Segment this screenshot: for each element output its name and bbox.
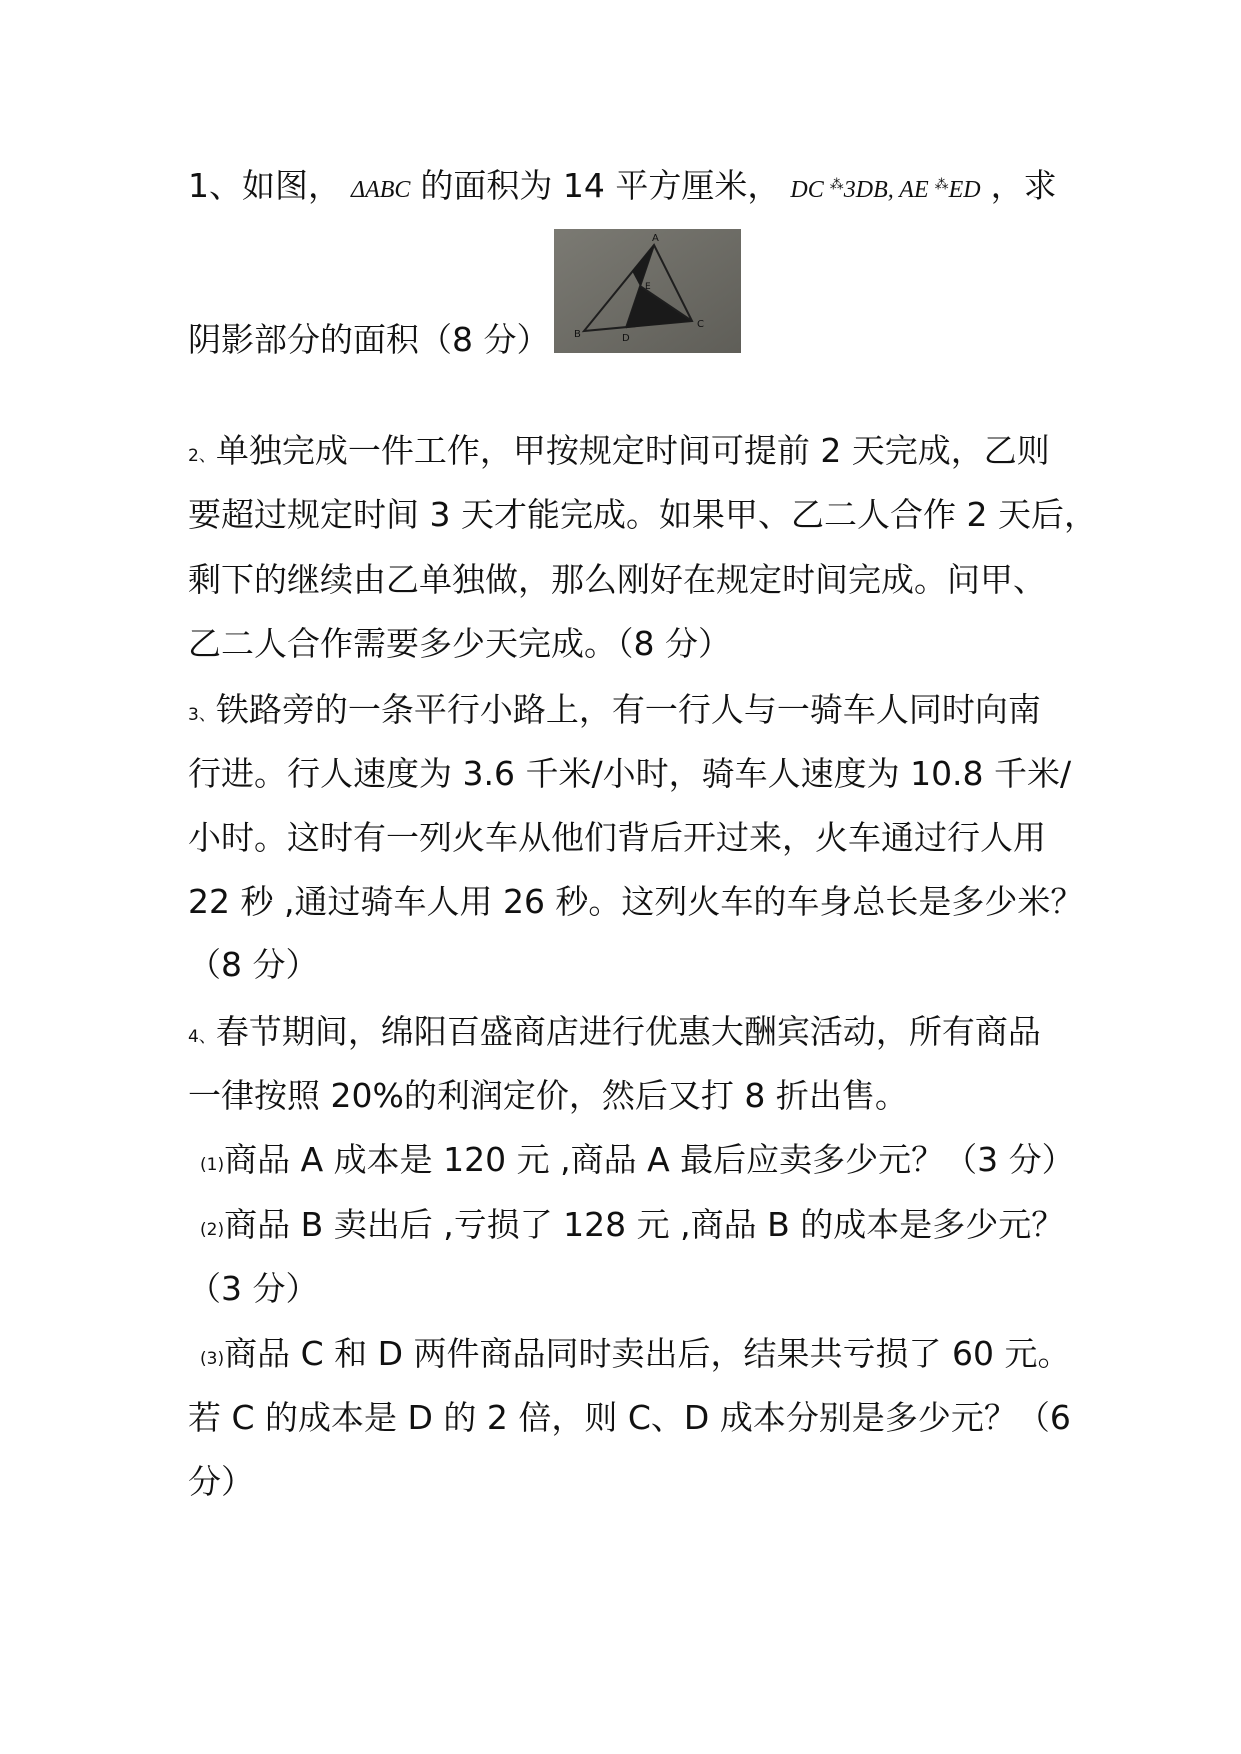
problem3-line4: 22 秒 ,通过骑车人用 26 秒。这列火车的车身总长是多少米？ [188, 882, 1084, 921]
problem3-line3: 小时。这时有一列火车从他们背后开过来，火车通过行人用 [188, 818, 1046, 857]
label-e: E [645, 282, 651, 292]
label-c: C [697, 319, 704, 330]
problem4-sub2-cont: （3 分） [188, 1269, 319, 1308]
approx-symbol-1: ⁂ [829, 177, 844, 193]
triangle-figure [554, 229, 741, 353]
problem2-line4: 乙二人合作需要多少天完成。（8 分） [188, 624, 731, 663]
problem3-line5: （8 分） [188, 945, 319, 984]
problem4-sub3-cont2: 分） [188, 1462, 254, 1501]
problem1-line2: 阴影部分的面积（8 分） [188, 320, 550, 359]
problem3-line1: 3、铁路旁的一条平行小路上，有一行人与一骑车人同时向南 [188, 690, 1041, 729]
problem1-area-text: 的面积为 14 平方厘米， [420, 166, 781, 205]
problem4-sub3: (3)商品 C 和 D 两件商品同时卖出后，结果共亏损了 60 元。 [200, 1334, 1071, 1373]
problem1-line1 [188, 165, 1057, 210]
math-dc: DC ⁂3DB, AE ⁂ED [790, 177, 981, 203]
problem3-number: 3、 [188, 705, 216, 725]
sub3-number: (3) [200, 1349, 225, 1369]
label-b: B [574, 329, 581, 340]
approx-symbol-2: ⁂ [934, 177, 949, 193]
problem4-sub1: (1)商品 A 成本是 120 元 ,商品 A 最后应卖多少元？（3 分） [200, 1140, 1075, 1179]
triangle-abc-math: ΔABC [351, 177, 411, 203]
label-a: A [652, 233, 659, 244]
problem4-sub3-cont1: 若 C 的成本是 D 的 2 倍，则 C、D 成本分别是多少元？（6 [188, 1398, 1071, 1437]
problem4-sub2: (2)商品 B 卖出后 ,亏损了 128 元 ,商品 B 的成本是多少元？ [200, 1205, 1065, 1244]
problem4-number: 4、 [188, 1027, 216, 1047]
problem3-line2: 行进。行人速度为 3.6 千米/小时，骑车人速度为 10.8 千米/ [188, 754, 1072, 793]
problem4-line2: 一律按照 20%的利润定价，然后又打 8 折出售。 [188, 1076, 908, 1115]
problem2-line1: 2、单独完成一件工作，甲按规定时间可提前 2 天完成，乙则 [188, 431, 1050, 470]
triangle-figure-svg [554, 229, 741, 353]
problem2-number: 2、 [188, 446, 216, 466]
problem2-line2: 要超过规定时间 3 天才能完成。如果甲、乙二人合作 2 天后， [188, 495, 1097, 534]
problem2-line3: 剩下的继续由乙单独做，那么刚好在规定时间完成。问甲、 [188, 560, 1046, 599]
label-d: D [622, 333, 630, 344]
problem1-prefix: 1、如图， [188, 166, 341, 205]
sub2-number: (2) [200, 1220, 225, 1240]
problem4-line1: 4、春节期间，绵阳百盛商店进行优惠大酬宾活动，所有商品 [188, 1012, 1041, 1051]
problem1-suffix: ，求 [990, 166, 1057, 205]
sub1-number: (1) [200, 1155, 225, 1175]
